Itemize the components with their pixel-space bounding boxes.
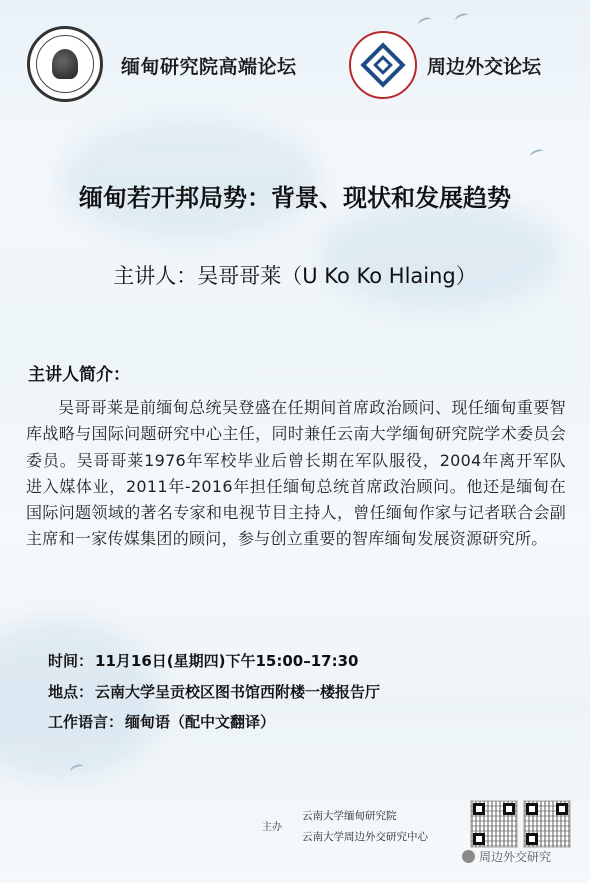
yunnan-university-myanmar-institute-logo: [27, 26, 103, 102]
bird-icon: [529, 148, 545, 160]
bio-text: 吴哥哥莱是前缅甸总统吴登盛在任期间首席政治顾问、现任缅甸重要智库战略与国际问题研究中心主任，同时兼任云南大学缅甸研究院学术委员会委员。吴哥哥莱1976年军校毕业后曾长期在军队服役，2004年离开军队进入媒体业，2011年-2016年担任缅甸总统首席政治顾问。他还是缅甸在国际问题领域的著名专家和电视节目主持人，曾任缅甸作家与记者联合会副主席和一家传媒集团的顾问，参与创立重要的智库缅甸发展资源研究所。: [26, 398, 566, 549]
language-label: 工作语言：: [48, 713, 124, 731]
background-cloud: [320, 200, 560, 310]
place-label: 地点：: [48, 683, 94, 701]
organizer-2: 云南大学周边外交研究中心: [302, 831, 428, 843]
qr-code: [523, 800, 571, 848]
forum-left-title: 缅甸研究院高端论坛: [121, 56, 297, 78]
speaker-line: 主讲人：吴哥哥莱（U Ko Ko Hlaing）: [113, 264, 477, 288]
watermark-text: 周边外交研究: [479, 850, 552, 864]
peripheral-diplomacy-center-logo: [349, 31, 417, 99]
event-time: [48, 650, 358, 671]
page-title: 缅甸若开邦局势：背景、现状和发展趋势: [79, 183, 511, 212]
organizer-1: 云南大学缅甸研究院: [302, 810, 397, 822]
wechat-icon: [462, 850, 475, 863]
place-value: 云南大学呈贡校区图书馆西附楼一楼报告厅: [95, 683, 381, 701]
qr-code: [470, 800, 518, 848]
time-value: 11月16日(星期四)下午15:00–17:30: [95, 652, 359, 670]
organizer-label: 主办: [262, 822, 282, 833]
language-value: 缅甸语（配中文翻译）: [125, 713, 276, 731]
event-place: [48, 681, 380, 702]
forum-right-title: 周边外交论坛: [427, 56, 542, 78]
wechat-watermark: [462, 848, 551, 865]
header: [0, 0, 590, 120]
event-language: [48, 711, 275, 732]
bio-heading: 主讲人简介：: [28, 365, 130, 385]
time-label: 时间：: [48, 652, 94, 670]
